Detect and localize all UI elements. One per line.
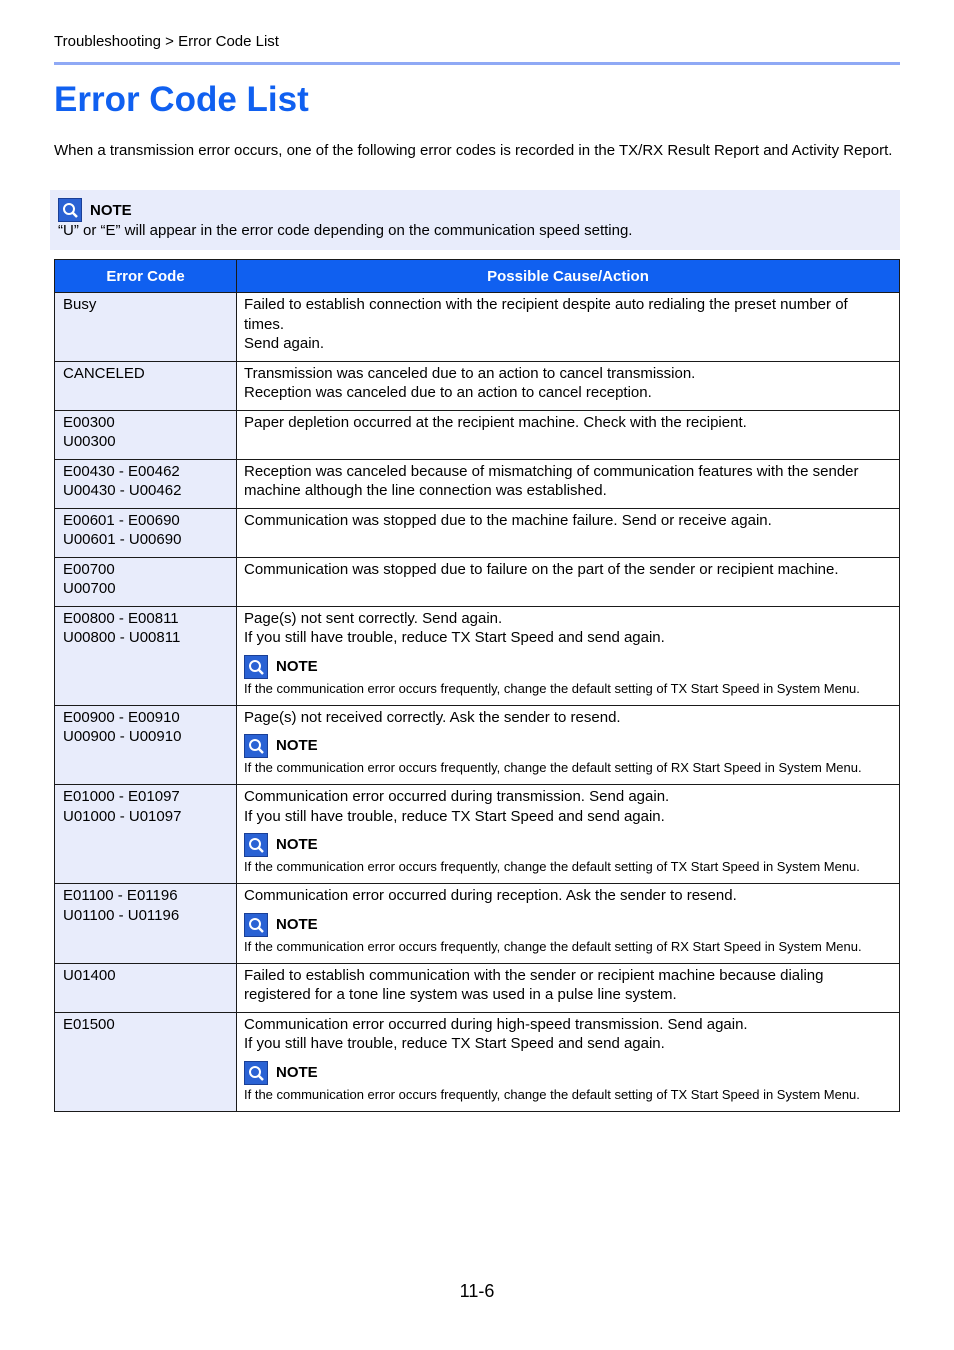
note-icon [244,655,268,679]
error-code-cell: E01500 [55,1012,237,1111]
row-note-label: NOTE [276,836,318,854]
error-code-cell: E00300 U00300 [55,410,237,459]
cause-text: Communication was stopped due to the machine failure. Send or receive again. [244,511,772,529]
row-note-label: NOTE [276,915,318,933]
row-note-label: NOTE [276,737,318,755]
error-code-table [54,259,900,1112]
table-row [55,557,900,606]
note-icon [244,1061,268,1085]
row-note-header [244,833,891,857]
cause-text: Paper depletion occurred at the recipient machine. Check with the recipient. [244,413,747,431]
note-header [58,198,132,222]
table-row [55,606,900,705]
table-row [55,884,900,964]
error-code-cell: E00700 U00700 [55,557,237,606]
row-note-header [244,734,891,758]
error-code-cell: E01000 - E01097 U01000 - U01097 [55,785,237,884]
cause-text: Failed to establish connection with the recipient despite auto redialing the preset number of times. Send again. [244,296,848,352]
row-note-header [244,913,891,937]
table-row [55,459,900,508]
error-code-cell: E00601 - E00690 U00601 - U00690 [55,508,237,557]
cause-text: Failed to establish communication with the sender or recipient machine because dialing registered for a tone line system was used in a pulse line system. [244,966,824,1003]
row-note [244,655,891,698]
note-label: NOTE [90,201,132,219]
table-row [55,361,900,410]
row-note-header [244,655,891,679]
cause-cell [237,705,900,785]
error-code-cell: CANCELED [55,361,237,410]
error-code-cell: Busy [55,293,237,362]
cause-cell [237,963,900,1012]
note-box [50,190,900,250]
error-code-cell: E01100 - E01196 U01100 - U01196 [55,884,237,964]
cause-text: Communication error occurred during reception. Ask the sender to resend. [244,887,737,904]
row-note-label: NOTE [276,657,318,675]
breadcrumb: Troubleshooting > Error Code List [54,33,279,50]
table-row [55,508,900,557]
note-icon [58,198,82,222]
note-icon [244,913,268,937]
row-note [244,833,891,876]
page-number: 11-6 [459,1281,495,1301]
table-row [55,785,900,884]
error-code-cell: E00430 - E00462 U00430 - U00462 [55,459,237,508]
table-row [55,963,900,1012]
note-icon [244,833,268,857]
column-header-error-code: Error Code [55,260,237,293]
cause-cell [237,410,900,459]
cause-text: Communication error occurred during high-speed transmission. Send again. If you still have trouble, reduce TX Start Speed and send again. [244,1015,748,1052]
cause-text: Page(s) not received correctly. Ask the sender to resend. [244,708,621,726]
intro-paragraph: When a transmission error occurs, one of the following error codes is recorded in the TX/RX Result Report and Activity Report. [54,142,893,159]
cause-cell [237,508,900,557]
cause-cell [237,293,900,362]
cause-text: Reception was canceled because of mismatching of communication features with the sender machine although the line connection was established. [244,462,859,499]
cause-cell [237,557,900,606]
cause-text: Transmission was canceled due to an action to cancel transmission. Reception was canceled due to an action to cancel reception. [244,364,696,401]
cause-cell [237,361,900,410]
cause-cell [237,606,900,705]
page-title: Error Code List [54,80,309,119]
cause-cell [237,884,900,964]
cause-cell [237,1012,900,1111]
note-text: “U” or “E” will appear in the error code depending on the communication speed setting. [58,222,633,239]
row-note-label: NOTE [276,1063,318,1081]
error-code-cell: U01400 [55,963,237,1012]
column-header-cause: Possible Cause/Action [237,260,900,293]
row-note [244,1061,891,1104]
table-row [55,410,900,459]
cause-text: Communication was stopped due to failure on the part of the sender or recipient machine. [244,560,839,578]
row-note-text: If the communication error occurs frequently, change the default setting of TX Start Speed in System Menu. [244,680,860,696]
error-code-cell: E00900 - E00910 U00900 - U00910 [55,705,237,785]
row-note-text: If the communication error occurs frequently, change the default setting of TX Start Speed in System Menu. [244,859,860,874]
row-note-text: If the communication error occurs frequently, change the default setting of RX Start Speed in System Menu. [244,760,862,775]
cause-text: Communication error occurred during transmission. Send again. If you still have trouble, reduce TX Start Speed and send again. [244,788,670,825]
row-note-text: If the communication error occurs frequently, change the default setting of TX Start Speed in System Menu. [244,1086,860,1102]
note-icon [244,734,268,758]
row-note [244,734,891,777]
header-rule [54,62,900,65]
table-row [55,1012,900,1111]
table-row [55,293,900,362]
row-note-header [244,1061,891,1085]
cause-text: Page(s) not sent correctly. Send again. If you still have trouble, reduce TX Start Speed and send again. [244,609,665,646]
table-body [55,293,900,1112]
row-note-text: If the communication error occurs frequently, change the default setting of RX Start Speed in System Menu. [244,938,862,954]
cause-cell [237,459,900,508]
cause-cell [237,785,900,884]
error-code-cell: E00800 - E00811 U00800 - U00811 [55,606,237,705]
table-row [55,705,900,785]
row-note [244,913,891,956]
table-header-row [55,260,900,293]
